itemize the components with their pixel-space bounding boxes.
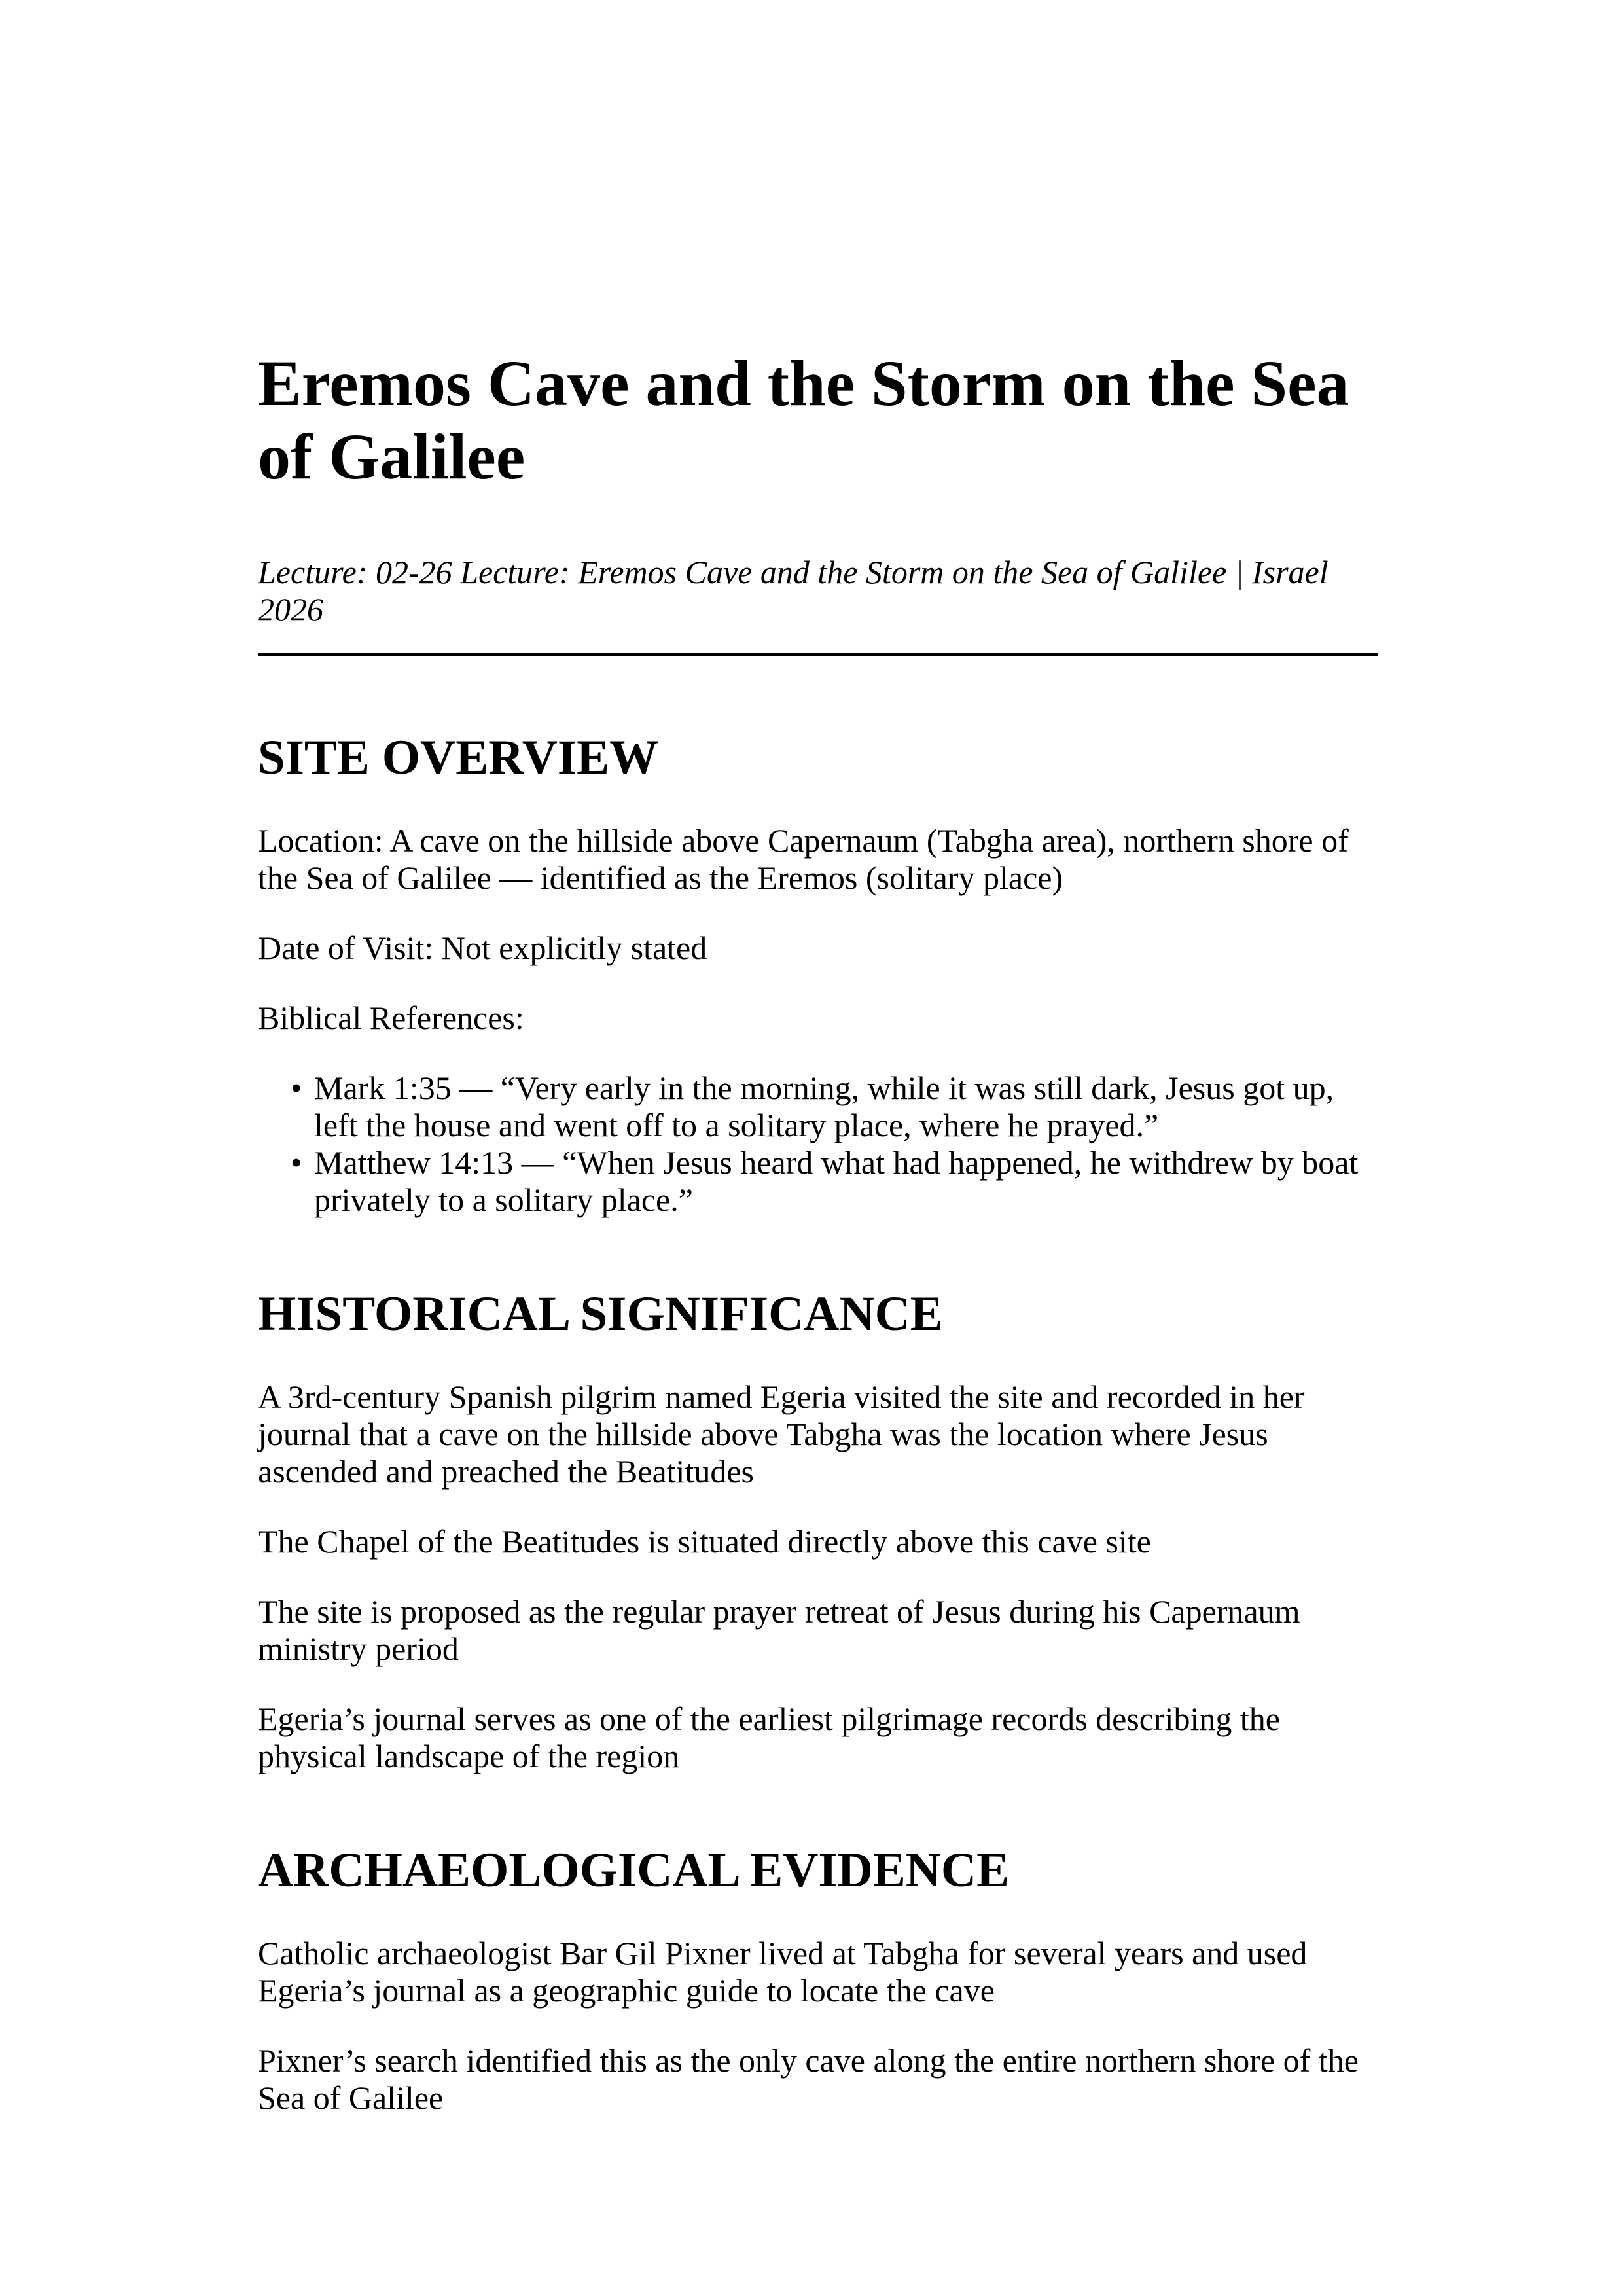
historical-significance-body <box>258 1378 1378 1775</box>
list-item <box>258 1144 1378 1219</box>
site-overview-body <box>258 822 1378 1219</box>
paragraph: Catholic archaeologist Bar Gil Pixner lived at Tabgha for several years and used Egeria’s journal as a geographic guide to locate the cave <box>258 1935 1308 2009</box>
paragraph: Egeria’s journal serves as one of the earliest pilgrimage records describing the physical landscape of the region <box>258 1700 1280 1774</box>
paragraph: Pixner’s search identified this as the only cave along the entire northern shore of the Sea of Galilee <box>258 2042 1359 2116</box>
bullet-icon: • <box>291 1144 302 1181</box>
list-item <box>258 1069 1378 1144</box>
location-text: Location: A cave on the hillside above Capernaum (Tabgha area), northern shore of the Sea of Galilee — identified as the Eremos (solitary place) <box>258 822 1349 896</box>
title-divider <box>258 653 1378 656</box>
document-page <box>258 347 1378 2117</box>
biblical-references-label: Biblical References: <box>258 999 524 1036</box>
archaeological-evidence-heading: ARCHAEOLOGICAL EVIDENCE <box>258 1843 1010 1897</box>
archaeological-evidence-body <box>258 1935 1378 2117</box>
paragraph: The site is proposed as the regular prayer retreat of Jesus during his Capernaum ministry period <box>258 1593 1300 1667</box>
reference-text: Matthew 14:13 — “When Jesus heard what had happened, he withdrew by boat privately to a solitary place.” <box>314 1144 1359 1218</box>
archaeological-evidence-section <box>258 1843 1378 2117</box>
date-of-visit-text: Date of Visit: Not explicitly stated <box>258 929 707 966</box>
site-overview-section <box>258 730 1378 1219</box>
page-title: Eremos Cave and the Storm on the Sea of Galilee <box>258 347 1349 493</box>
bullet-icon: • <box>291 1069 302 1106</box>
paragraph: The Chapel of the Beatitudes is situated directly above this cave site <box>258 1523 1151 1560</box>
biblical-references-list <box>258 1069 1378 1219</box>
historical-significance-section <box>258 1287 1378 1775</box>
site-overview-heading: SITE OVERVIEW <box>258 730 659 785</box>
lecture-subtitle: Lecture: 02-26 Lecture: Eremos Cave and the Storm on the Sea of Galilee | Israel 2026 <box>258 554 1329 628</box>
paragraph: A 3rd-century Spanish pilgrim named Egeria visited the site and recorded in her journal that a cave on the hillside above Tabgha was the location where Jesus ascended and preached the Beatitudes <box>258 1378 1305 1490</box>
historical-significance-heading: HISTORICAL SIGNIFICANCE <box>258 1287 943 1341</box>
reference-text: Mark 1:35 — “Very early in the morning, while it was still dark, Jesus got up, left the house and went off to a solitary place, where he prayed.” <box>314 1069 1334 1143</box>
